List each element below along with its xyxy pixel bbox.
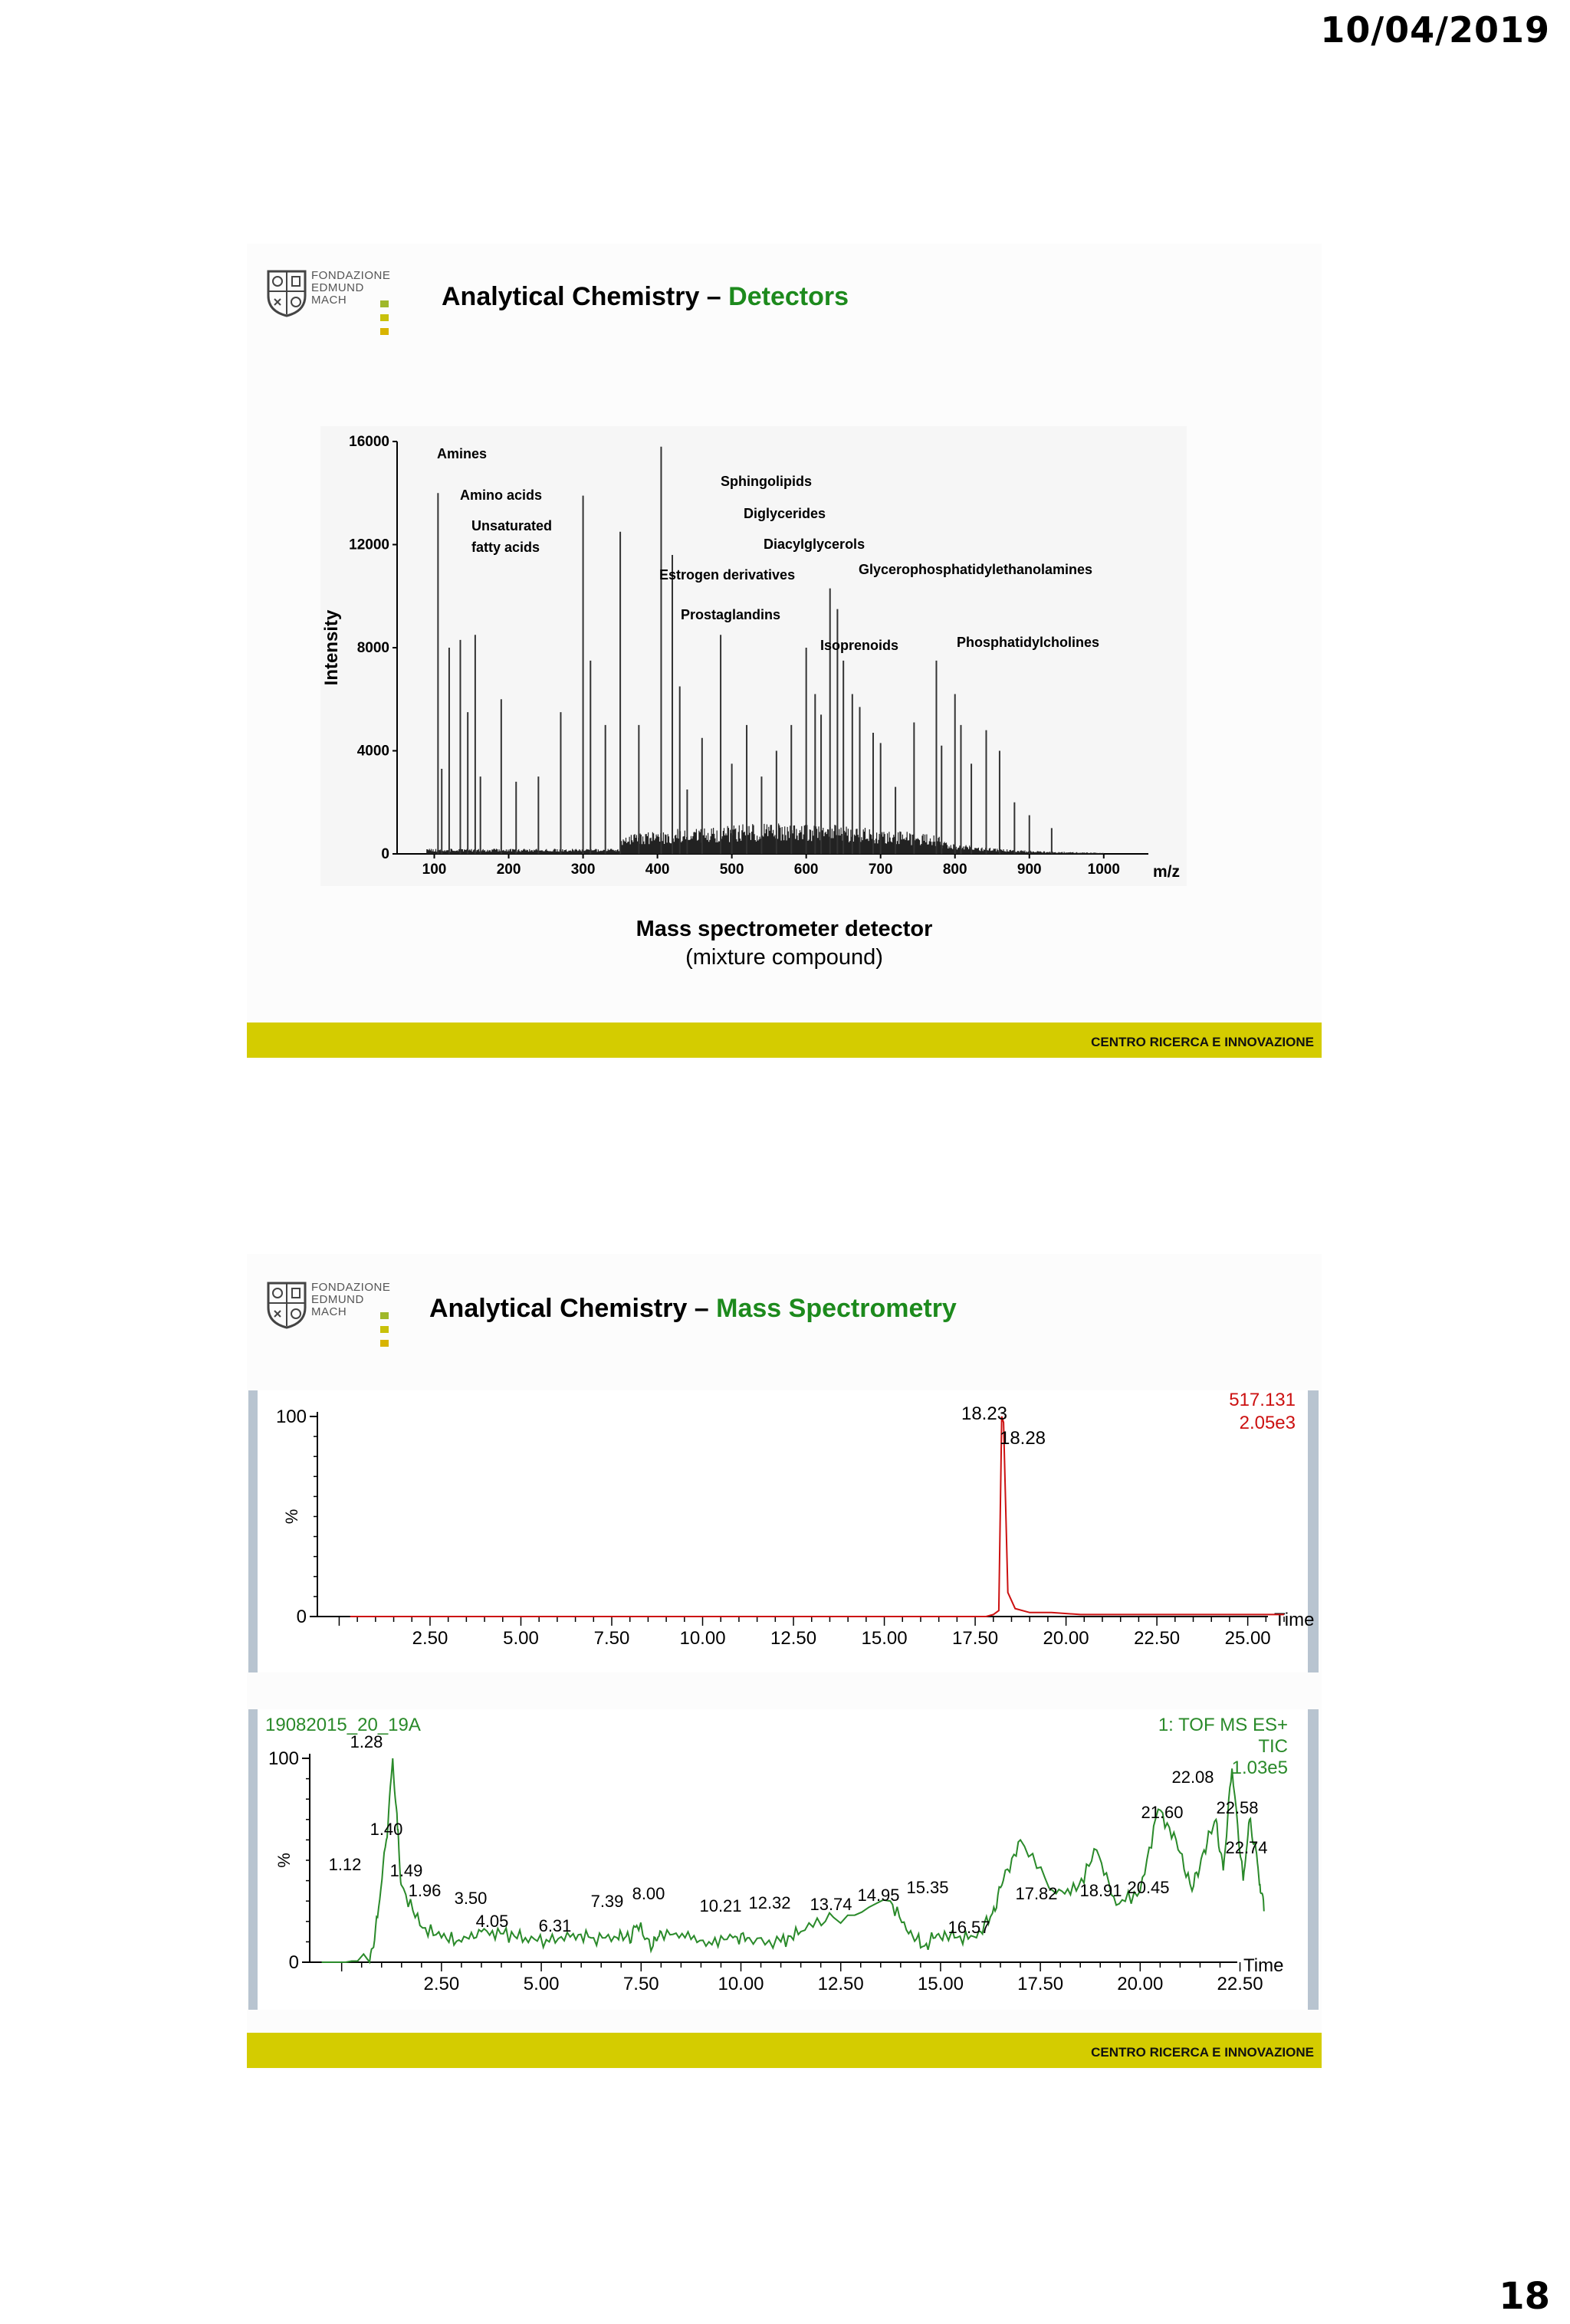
- peak-label: 6.31: [538, 1916, 572, 1935]
- x-tick-label: 5.00: [503, 1628, 539, 1649]
- slide-title: Analytical Chemistry – Detectors: [442, 282, 849, 311]
- footer-text: CENTRO RICERCA E INNOVAZIONE: [1091, 1035, 1314, 1049]
- peak-annotation: Isoprenoids: [820, 638, 899, 653]
- y-tick-label: 12000: [349, 537, 389, 553]
- logo-emblem-icon: [265, 268, 308, 317]
- x-tick-label: 7.50: [622, 1974, 659, 1994]
- x-tick-label: 12.50: [817, 1974, 864, 1994]
- x-tick-label: 22.50: [1134, 1628, 1181, 1649]
- x-tick-label: 12.50: [770, 1628, 817, 1649]
- logo-text: FONDAZIONE EDMUND MACH: [311, 1281, 391, 1318]
- x-tick-label: 500: [719, 862, 744, 878]
- footer-bar: [247, 1022, 1322, 1058]
- x-tick-label: 10.00: [679, 1628, 726, 1649]
- x-tick-label: 15.00: [917, 1974, 964, 1994]
- peak-label: 3.50: [454, 1889, 488, 1908]
- fem-logo: [265, 1280, 391, 1333]
- peak-label: 1.96: [408, 1881, 442, 1900]
- peak-label: 20.45: [1127, 1878, 1170, 1897]
- x-tick-label: 800: [942, 862, 967, 878]
- x-tick-label: 200: [496, 862, 521, 878]
- peak-annotation: Diacylglycerols: [764, 537, 865, 552]
- logo-emblem-icon: [265, 1280, 308, 1329]
- peak-label: 4.05: [475, 1912, 509, 1931]
- peak-annotation: Sphingolipids: [721, 474, 812, 489]
- ion-chromatogram-517: [248, 1390, 1319, 1672]
- peak-label: 10.21: [699, 1896, 742, 1915]
- x-axis-title: m/z: [1153, 863, 1181, 881]
- scan-mode-label: 1: TOF MS ES+: [1158, 1715, 1288, 1735]
- y-axis-title: %: [274, 1853, 294, 1868]
- document-date: 10/04/2019: [1320, 9, 1550, 51]
- y-tick-label: 0: [296, 1607, 307, 1627]
- logo-squares: [380, 1309, 393, 1351]
- left-edge-bar: [248, 1390, 258, 1672]
- peak-label: 17.82: [1015, 1884, 1058, 1903]
- sample-id-label: 19082015_20_19A: [265, 1715, 421, 1735]
- y-tick-label: 8000: [356, 640, 389, 656]
- peak-label: 16.57: [948, 1918, 990, 1937]
- x-axis-title: Time: [1274, 1610, 1315, 1630]
- x-tick-label: 7.50: [593, 1628, 630, 1649]
- slide-mass-spectrometry: [247, 1254, 1322, 2070]
- tic-label: TIC: [1258, 1736, 1288, 1757]
- tic-chromatogram: [248, 1709, 1319, 2010]
- peak-label: 22.74: [1225, 1838, 1268, 1857]
- x-tick-label: 2.50: [423, 1974, 460, 1994]
- x-tick-label: 15.00: [861, 1628, 908, 1649]
- ion-mass-label: 517.131: [1229, 1390, 1296, 1410]
- peak-label: 1.40: [370, 1820, 403, 1839]
- caption-title: Mass spectrometer detector: [636, 917, 933, 941]
- x-tick-label: 2.50: [412, 1628, 448, 1649]
- caption-subtitle: (mixture compound): [685, 945, 883, 970]
- y-axis-title: %: [282, 1508, 301, 1525]
- slide-detectors: [247, 244, 1322, 1059]
- y-tick-label: 0: [288, 1952, 299, 1973]
- peak-annotation: Phosphatidylcholines: [957, 635, 1100, 650]
- y-axis-title: Intensity: [321, 609, 342, 686]
- x-tick-label: 25.00: [1224, 1628, 1271, 1649]
- x-tick-label: 300: [570, 862, 596, 878]
- peak-label: 13.74: [810, 1895, 852, 1914]
- logo-squares: [380, 297, 393, 339]
- left-edge-bar: [248, 1709, 258, 2010]
- peak-label: 21.60: [1141, 1803, 1184, 1822]
- slide-title: Analytical Chemistry – Mass Spectrometry: [429, 1294, 957, 1323]
- x-tick-label: 22.50: [1217, 1974, 1263, 1994]
- intensity-scale-label: 1.03e5: [1231, 1758, 1288, 1778]
- peak-label: 18.91: [1079, 1881, 1122, 1900]
- peak-label: 22.58: [1216, 1798, 1259, 1817]
- fem-logo: [265, 268, 391, 321]
- x-tick-label: 20.00: [1117, 1974, 1164, 1994]
- peak-annotation: Prostaglandins: [681, 607, 781, 622]
- intensity-scale-label: 2.05e3: [1239, 1413, 1296, 1433]
- peak-annotation: fatty acids: [471, 540, 540, 555]
- y-tick-label: 4000: [356, 743, 389, 760]
- footer-text: CENTRO RICERCA E INNOVAZIONE: [1091, 2045, 1314, 2060]
- x-tick-label: 20.00: [1043, 1628, 1089, 1649]
- peak-label: 1.49: [389, 1861, 423, 1880]
- y-tick-label: 100: [268, 1748, 299, 1769]
- x-tick-label: 700: [868, 862, 893, 878]
- footer-bar: [247, 2033, 1322, 2068]
- x-axis-title: Time: [1243, 1955, 1284, 1976]
- x-tick-label: 17.50: [952, 1628, 999, 1649]
- right-edge-bar: [1308, 1709, 1319, 2010]
- peak-label: 1.12: [328, 1855, 362, 1874]
- x-tick-label: 100: [422, 862, 447, 878]
- x-tick-label: 10.00: [718, 1974, 764, 1994]
- y-tick-label: 100: [275, 1407, 307, 1427]
- page-number: 18: [1499, 2275, 1550, 2318]
- peak-label: 12.32: [748, 1893, 791, 1912]
- x-tick-label: 400: [645, 862, 670, 878]
- x-tick-label: 17.50: [1017, 1974, 1064, 1994]
- peak-annotation: Amines: [437, 446, 488, 461]
- chart-background: [320, 426, 1187, 886]
- x-tick-label: 1000: [1087, 862, 1120, 878]
- x-tick-label: 600: [793, 862, 819, 878]
- peak-annotation: Amino acids: [460, 487, 543, 503]
- peak-label: 15.35: [906, 1878, 949, 1897]
- chromatogram-frame: [248, 1709, 1319, 2010]
- peak-annotation: Diglycerides: [744, 506, 826, 521]
- logo-text: FONDAZIONE EDMUND MACH: [311, 269, 391, 307]
- x-tick-label: 900: [1017, 862, 1042, 878]
- peak-label: 18.23: [961, 1403, 1008, 1424]
- y-tick-label: 0: [381, 846, 389, 862]
- peak-label: 18.28: [999, 1428, 1046, 1449]
- peak-label: 14.95: [857, 1886, 900, 1905]
- peak-label: 1.28: [350, 1732, 383, 1751]
- peak-annotation: Unsaturated: [471, 518, 553, 533]
- peak-annotation: Glycerophosphatidylethanolamines: [859, 562, 1093, 577]
- peak-label: 7.39: [590, 1892, 624, 1911]
- x-tick-label: 5.00: [523, 1974, 560, 1994]
- y-tick-label: 16000: [349, 434, 389, 450]
- peak-label: 22.08: [1171, 1768, 1214, 1787]
- peak-annotation: Estrogen derivatives: [659, 567, 796, 583]
- mass-spectrum-chart: [320, 426, 1187, 886]
- peak-label: 8.00: [632, 1884, 665, 1903]
